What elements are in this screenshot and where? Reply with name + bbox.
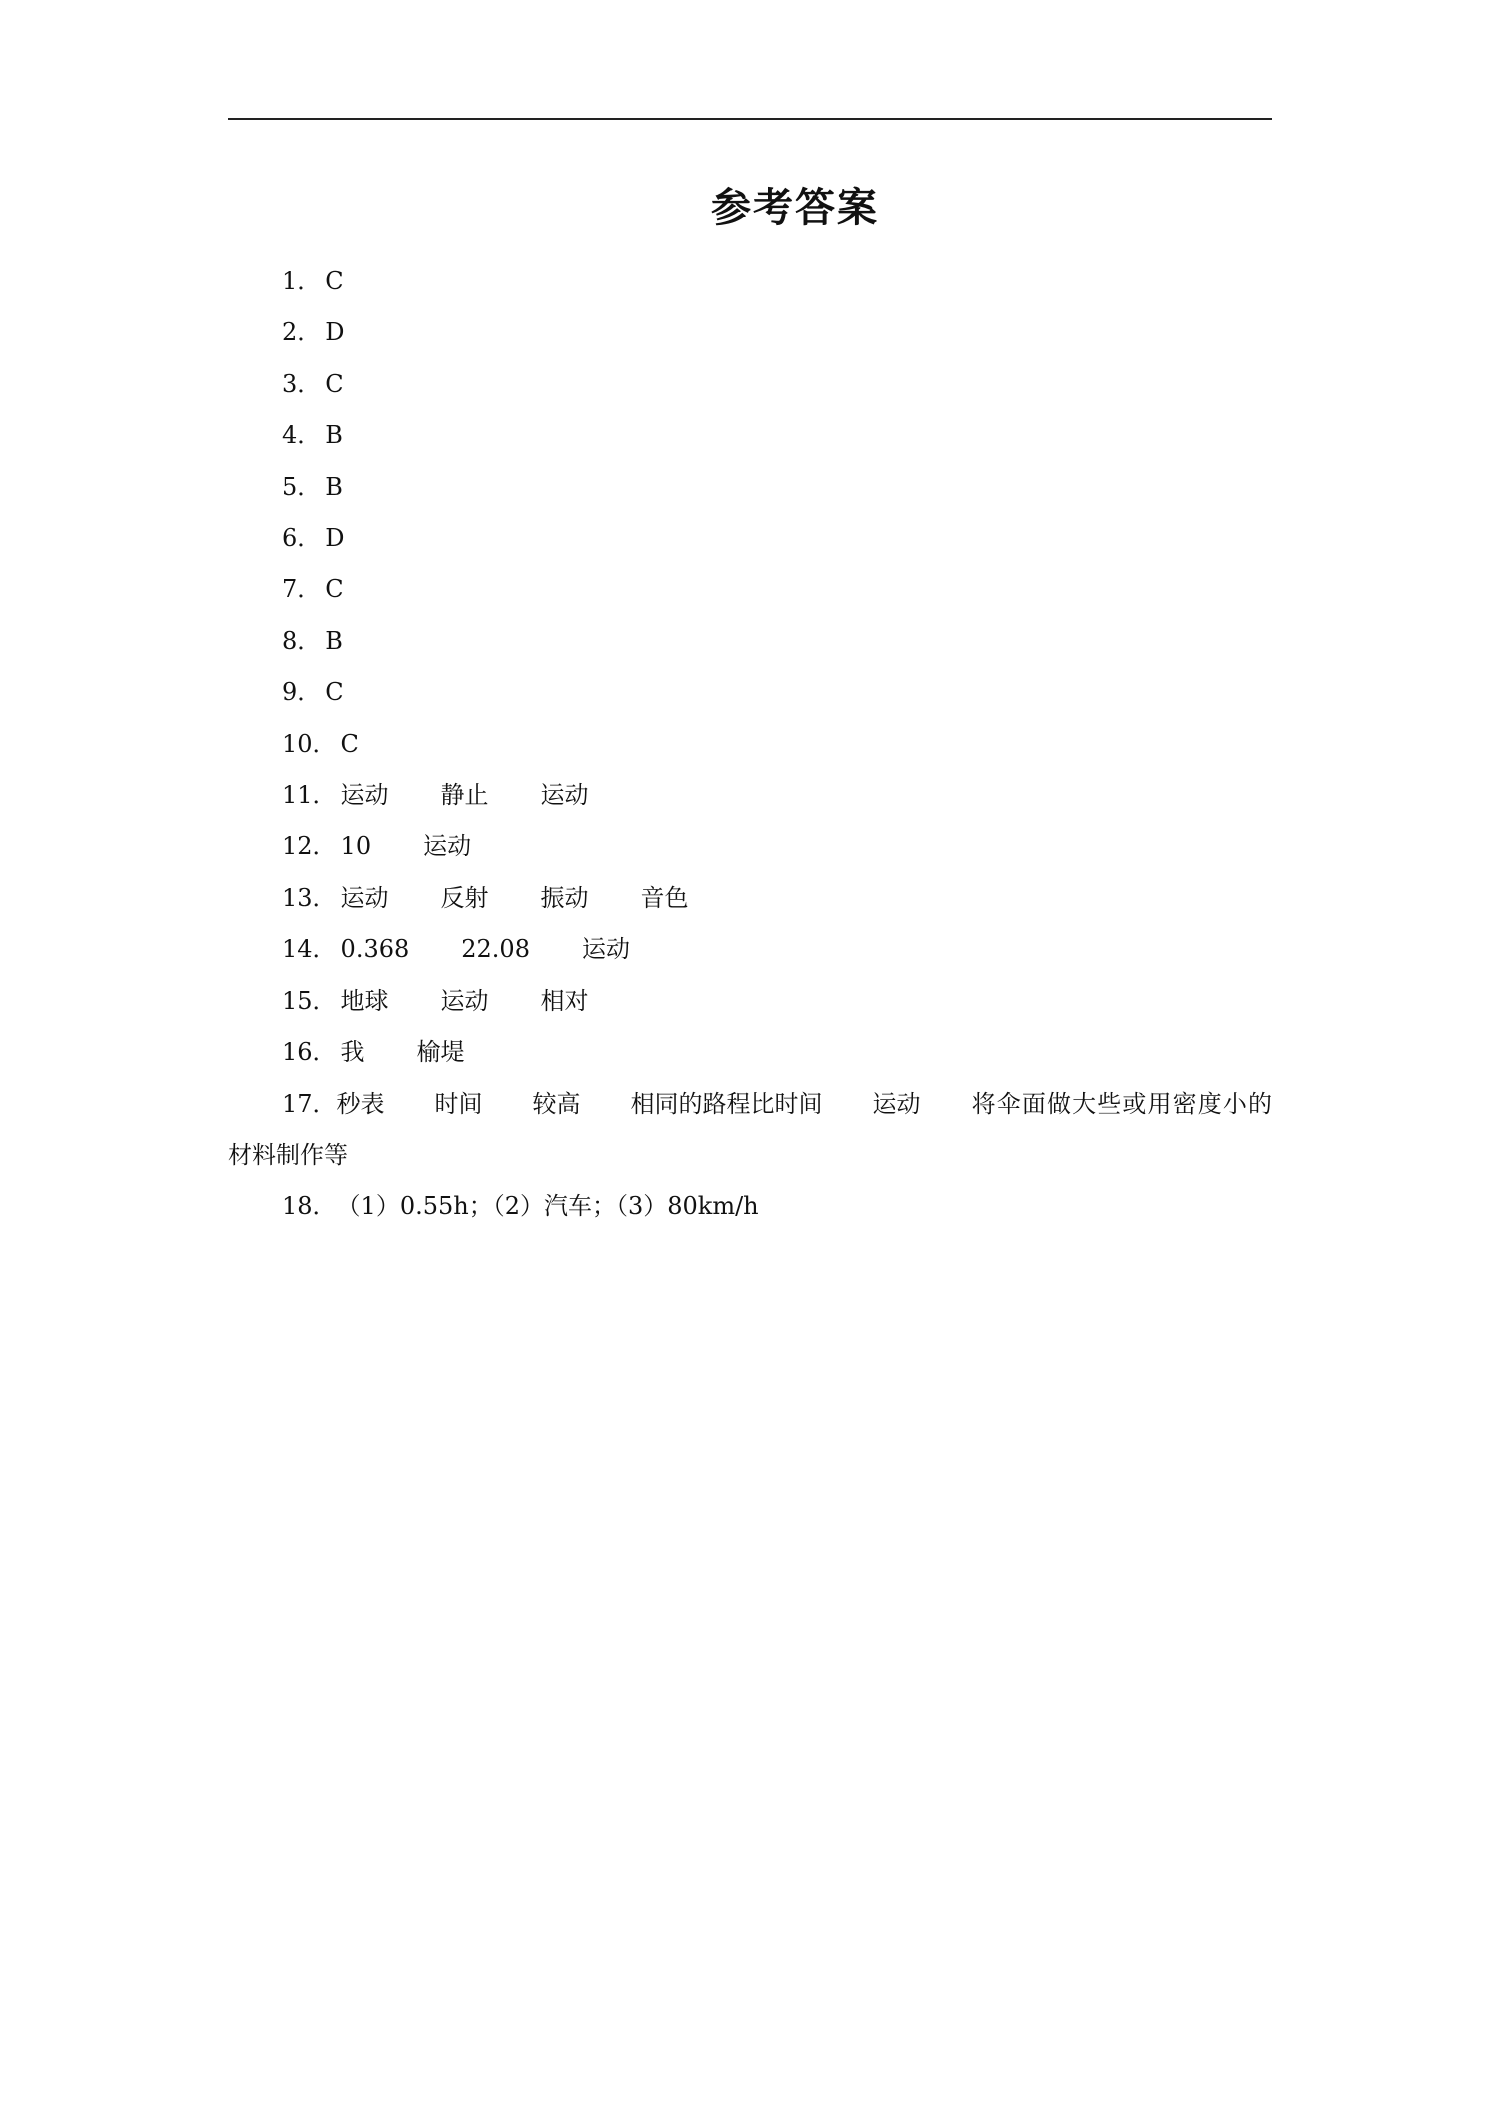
answer-text: C: [325, 575, 344, 604]
answer-text: B: [325, 626, 343, 655]
answer-number: 2．: [282, 318, 322, 347]
answer-item: [228, 924, 1272, 975]
answer-number: 12．: [282, 832, 337, 861]
answer-item: [228, 359, 1272, 410]
answer-text: 运动: [340, 781, 389, 810]
answer-text: B: [325, 472, 343, 501]
answer-item: [228, 770, 1272, 821]
answer-item: [228, 256, 1272, 307]
answer-text: 榆堤: [416, 1038, 465, 1067]
answer-item: [228, 616, 1272, 667]
answer-text: C: [325, 369, 344, 398]
answer-item: [228, 513, 1272, 564]
answer-item: [228, 1181, 1272, 1232]
answer-text: 22.08: [461, 935, 530, 964]
answer-text: （1）0.55h；（2）汽车；（3）80km/h: [336, 1192, 759, 1221]
answer-item: [228, 307, 1272, 358]
answer-text: 10: [340, 832, 372, 861]
answer-number: 7．: [282, 575, 322, 604]
answer-text: 运动: [440, 986, 489, 1015]
answer-item: [228, 410, 1272, 461]
answer-text: 运动: [340, 883, 389, 912]
answer-item: [228, 873, 1272, 924]
answer-text: 相对: [540, 986, 589, 1015]
answer-text: 振动: [540, 883, 589, 912]
answer-text: 地球: [340, 986, 389, 1015]
answer-list: [228, 256, 1272, 1233]
answer-number: 4．: [282, 421, 322, 450]
answer-text: 静止: [440, 781, 489, 810]
answer-text: 运动: [581, 935, 630, 964]
answer-text: C: [340, 729, 359, 758]
answer-number: 3．: [282, 369, 322, 398]
answer-item: [228, 976, 1272, 1027]
answer-text: 相同的路程比时间: [630, 1089, 823, 1118]
header-rule: [228, 118, 1272, 120]
answer-number: 16．: [282, 1038, 337, 1067]
answer-number: 11．: [282, 781, 337, 810]
answer-number: 1．: [282, 267, 322, 295]
answer-text: 运动: [540, 781, 589, 810]
answer-item: [228, 564, 1272, 615]
answer-text: 音色: [640, 883, 689, 912]
answer-item: [228, 1079, 1272, 1182]
answer-text: 我: [340, 1038, 365, 1067]
answer-text: D: [325, 318, 345, 347]
answer-item: [228, 719, 1272, 770]
answer-item: [228, 821, 1272, 872]
answer-item: [228, 667, 1272, 718]
answer-text: D: [325, 524, 345, 553]
answer-text: 秒表: [336, 1089, 385, 1118]
answer-number: 15．: [282, 986, 337, 1015]
answer-text: 较高: [532, 1089, 581, 1118]
answer-number: 5．: [282, 472, 322, 501]
answer-number: 17．: [282, 1089, 337, 1118]
answer-item: [228, 1027, 1272, 1078]
answer-text: B: [325, 421, 343, 450]
answer-number: 14．: [282, 935, 337, 964]
answer-text: 反射: [440, 883, 489, 912]
answer-number: 6．: [282, 524, 322, 553]
answer-text: 0.368: [340, 935, 410, 964]
answer-text: C: [325, 267, 344, 295]
answer-number: 9．: [282, 678, 322, 707]
page-title: 参考答案: [711, 185, 879, 231]
answer-number: 10．: [282, 729, 337, 758]
answer-number: 13．: [282, 883, 337, 912]
answer-text: 时间: [434, 1089, 483, 1118]
answer-text: C: [325, 678, 344, 707]
answer-number: 18．: [282, 1192, 337, 1221]
answer-text: 将伞面做大些或用密度小的材料制作等: [228, 1089, 1272, 1169]
answer-item: [228, 462, 1272, 513]
answer-text: 运动: [423, 832, 472, 861]
answer-text: 运动: [872, 1089, 921, 1118]
answer-number: 8．: [282, 626, 322, 655]
